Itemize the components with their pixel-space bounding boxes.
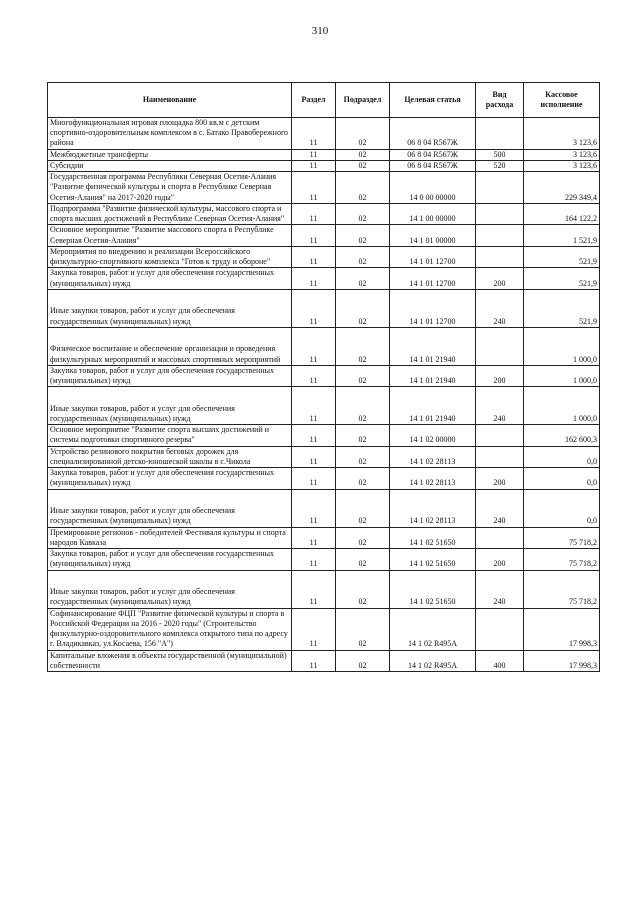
row-type-cell xyxy=(476,203,524,224)
row-section-cell: 11 xyxy=(292,608,336,650)
header-section: Раздел xyxy=(292,83,336,118)
row-target-cell: 14 1 01 00000 xyxy=(390,225,476,246)
row-type-cell xyxy=(476,327,524,365)
row-section-cell: 11 xyxy=(292,268,336,289)
row-subsection-cell: 02 xyxy=(336,446,390,467)
header-type: Вид расхода xyxy=(476,83,524,118)
row-name-cell: Физическое воспитание и обеспечение организации и проведения физкультурных мероприятий и массовых спортивных мероприятий xyxy=(48,327,292,365)
row-name-cell: Премирование регионов - победителей Фестиваля культуры и спорта народов Кавказа xyxy=(48,527,292,548)
row-section-cell: 11 xyxy=(292,203,336,224)
row-subsection-cell: 02 xyxy=(336,489,390,527)
row-subsection-cell: 02 xyxy=(336,149,390,160)
table-row xyxy=(48,425,600,446)
row-target-cell: 14 1 02 51650 xyxy=(390,549,476,570)
row-section-cell: 11 xyxy=(292,387,336,425)
row-type-cell: 500 xyxy=(476,149,524,160)
row-subsection-cell: 02 xyxy=(336,289,390,327)
row-amount-cell: 521,9 xyxy=(524,268,600,289)
row-target-cell: 06 8 04 R567Ж xyxy=(390,160,476,171)
row-amount-cell: 1 000,0 xyxy=(524,327,600,365)
row-target-cell: 14 1 01 21940 xyxy=(390,365,476,386)
table-row xyxy=(48,527,600,548)
row-amount-cell: 3 123,6 xyxy=(524,118,600,150)
row-amount-cell: 1 000,0 xyxy=(524,387,600,425)
row-name-cell: Устройство резинового покрытия беговых дорожек для специализированной детско-юношеской школы в с.Чикола xyxy=(48,446,292,467)
row-amount-cell: 3 123,6 xyxy=(524,160,600,171)
row-name-cell: Закупка товаров, работ и услуг для обеспечения государственных (муниципальных) нужд xyxy=(48,549,292,570)
row-amount-cell: 17 998,3 xyxy=(524,608,600,650)
table-row xyxy=(48,118,600,150)
row-subsection-cell: 02 xyxy=(336,650,390,671)
table-body xyxy=(48,118,600,672)
row-type-cell: 240 xyxy=(476,387,524,425)
row-section-cell: 11 xyxy=(292,118,336,150)
table-row xyxy=(48,268,600,289)
row-section-cell: 11 xyxy=(292,160,336,171)
table-row xyxy=(48,203,600,224)
row-name-cell: Основное мероприятие "Развитие массового спорта в Республике Северная Осетия-Алания" xyxy=(48,225,292,246)
table-row xyxy=(48,489,600,527)
row-name-cell: Иные закупки товаров, работ и услуг для обеспечения государственных (муниципальных) нужд xyxy=(48,289,292,327)
table-row xyxy=(48,468,600,489)
row-subsection-cell: 02 xyxy=(336,203,390,224)
row-target-cell: 14 1 02 51650 xyxy=(390,570,476,608)
row-subsection-cell: 02 xyxy=(336,225,390,246)
row-section-cell: 11 xyxy=(292,327,336,365)
row-type-cell: 200 xyxy=(476,549,524,570)
row-name-cell: Софинансирование ФЦП "Развитие физической культуры и спорта в Российской Федерации на 2016 - 2020 годы" (Строительство физкультурно-оздоровительного комплекса открытого типа по адресу г. Владикавказ, ул.Косаева, 156 "А") xyxy=(48,608,292,650)
row-target-cell: 14 1 02 28113 xyxy=(390,446,476,467)
table-row xyxy=(48,365,600,386)
row-name-cell: Иные закупки товаров, работ и услуг для обеспечения государственных (муниципальных) нужд xyxy=(48,570,292,608)
row-subsection-cell: 02 xyxy=(336,118,390,150)
row-amount-cell: 162 600,3 xyxy=(524,425,600,446)
row-target-cell: 14 1 01 21940 xyxy=(390,327,476,365)
row-type-cell xyxy=(476,425,524,446)
header-name: Наименование xyxy=(48,83,292,118)
row-name-cell: Капитальные вложения в объекты государственной (муниципальной) собственности xyxy=(48,650,292,671)
row-subsection-cell: 02 xyxy=(336,327,390,365)
table-row xyxy=(48,160,600,171)
row-section-cell: 11 xyxy=(292,650,336,671)
row-name-cell: Закупка товаров, работ и услуг для обеспечения государственных (муниципальных) нужд xyxy=(48,365,292,386)
row-type-cell: 240 xyxy=(476,570,524,608)
table-row xyxy=(48,570,600,608)
row-subsection-cell: 02 xyxy=(336,570,390,608)
row-target-cell: 14 1 02 R495A xyxy=(390,650,476,671)
row-amount-cell: 0,0 xyxy=(524,446,600,467)
row-target-cell: 14 1 02 R495A xyxy=(390,608,476,650)
row-amount-cell: 1 000,0 xyxy=(524,365,600,386)
row-target-cell: 14 1 01 12700 xyxy=(390,289,476,327)
row-section-cell: 11 xyxy=(292,365,336,386)
row-type-cell: 240 xyxy=(476,489,524,527)
row-target-cell: 14 1 02 00000 xyxy=(390,425,476,446)
row-name-cell: Иные закупки товаров, работ и услуг для обеспечения государственных (муниципальных) нужд xyxy=(48,489,292,527)
row-name-cell: Закупка товаров, работ и услуг для обеспечения государственных (муниципальных) нужд xyxy=(48,468,292,489)
table-row xyxy=(48,608,600,650)
row-subsection-cell: 02 xyxy=(336,387,390,425)
row-amount-cell: 1 521,9 xyxy=(524,225,600,246)
row-subsection-cell: 02 xyxy=(336,268,390,289)
header-amount: Кассовое исполнение xyxy=(524,83,600,118)
row-amount-cell: 164 122,2 xyxy=(524,203,600,224)
table-row xyxy=(48,549,600,570)
row-section-cell: 11 xyxy=(292,570,336,608)
row-section-cell: 11 xyxy=(292,489,336,527)
row-amount-cell: 521,9 xyxy=(524,289,600,327)
row-subsection-cell: 02 xyxy=(336,425,390,446)
row-section-cell: 11 xyxy=(292,549,336,570)
row-type-cell: 200 xyxy=(476,468,524,489)
table-row xyxy=(48,289,600,327)
row-name-cell: Государственная программа Республики Северная Осетия-Алания "Развитие физической культуры и спорта в Республике Северная Осетия-Алания" на 2017-2020 годы" xyxy=(48,172,292,204)
row-type-cell: 400 xyxy=(476,650,524,671)
header-subsection: Подраздел xyxy=(336,83,390,118)
row-subsection-cell: 02 xyxy=(336,468,390,489)
row-subsection-cell: 02 xyxy=(336,608,390,650)
row-section-cell: 11 xyxy=(292,289,336,327)
budget-table xyxy=(47,82,600,672)
row-section-cell: 11 xyxy=(292,225,336,246)
row-type-cell xyxy=(476,446,524,467)
row-type-cell xyxy=(476,172,524,204)
row-section-cell: 11 xyxy=(292,172,336,204)
row-amount-cell: 17 998,3 xyxy=(524,650,600,671)
table-row xyxy=(48,446,600,467)
row-amount-cell: 3 123,6 xyxy=(524,149,600,160)
row-subsection-cell: 02 xyxy=(336,549,390,570)
row-target-cell: 14 1 02 51650 xyxy=(390,527,476,548)
table-row xyxy=(48,387,600,425)
row-amount-cell: 75 718,2 xyxy=(524,527,600,548)
row-name-cell: Субсидии xyxy=(48,160,292,171)
table-row xyxy=(48,225,600,246)
row-section-cell: 11 xyxy=(292,527,336,548)
row-amount-cell: 75 718,2 xyxy=(524,570,600,608)
table-row xyxy=(48,327,600,365)
table-row xyxy=(48,650,600,671)
row-subsection-cell: 02 xyxy=(336,527,390,548)
row-type-cell xyxy=(476,608,524,650)
row-section-cell: 11 xyxy=(292,246,336,267)
row-amount-cell: 0,0 xyxy=(524,468,600,489)
row-target-cell: 14 0 00 00000 xyxy=(390,172,476,204)
row-subsection-cell: 02 xyxy=(336,160,390,171)
row-type-cell xyxy=(476,246,524,267)
row-name-cell: Основное мероприятие "Развитие спорта высших достижений и системы подготовки спортивного резерва" xyxy=(48,425,292,446)
table-header-row xyxy=(48,83,600,118)
row-amount-cell: 229 349,4 xyxy=(524,172,600,204)
row-amount-cell: 75 718,2 xyxy=(524,549,600,570)
row-section-cell: 11 xyxy=(292,425,336,446)
row-name-cell: Иные закупки товаров, работ и услуг для обеспечения государственных (муниципальных) нужд xyxy=(48,387,292,425)
row-target-cell: 14 1 02 28113 xyxy=(390,468,476,489)
row-type-cell: 240 xyxy=(476,289,524,327)
row-type-cell xyxy=(476,225,524,246)
row-amount-cell: 0,0 xyxy=(524,489,600,527)
row-type-cell xyxy=(476,527,524,548)
row-amount-cell: 521,9 xyxy=(524,246,600,267)
row-section-cell: 11 xyxy=(292,446,336,467)
row-type-cell: 200 xyxy=(476,268,524,289)
row-subsection-cell: 02 xyxy=(336,172,390,204)
row-type-cell: 520 xyxy=(476,160,524,171)
row-name-cell: Закупка товаров, работ и услуг для обеспечения государственных (муниципальных) нужд xyxy=(48,268,292,289)
row-type-cell: 200 xyxy=(476,365,524,386)
row-target-cell: 06 8 04 R567Ж xyxy=(390,118,476,150)
row-target-cell: 14 1 01 21940 xyxy=(390,387,476,425)
row-target-cell: 14 1 00 00000 xyxy=(390,203,476,224)
row-subsection-cell: 02 xyxy=(336,365,390,386)
table-row xyxy=(48,149,600,160)
page-number: 310 xyxy=(311,25,329,37)
row-type-cell xyxy=(476,118,524,150)
row-name-cell: Многофункциональная игровая площадка 800 кв.м с детским спортивно-оздоровительным комплексом в с. Батако Правобережного района xyxy=(48,118,292,150)
row-name-cell: Мероприятия по внедрению и реализации Всероссийского физкультурно-спортивного комплекса "Готов к труду и обороне" xyxy=(48,246,292,267)
table-row xyxy=(48,246,600,267)
row-target-cell: 14 1 02 28113 xyxy=(390,489,476,527)
table-row xyxy=(48,172,600,204)
row-target-cell: 06 8 04 R567Ж xyxy=(390,149,476,160)
row-target-cell: 14 1 01 12700 xyxy=(390,268,476,289)
row-section-cell: 11 xyxy=(292,149,336,160)
row-name-cell: Межбюджетные трансферты xyxy=(48,149,292,160)
row-subsection-cell: 02 xyxy=(336,246,390,267)
header-target: Целевая статья xyxy=(390,83,476,118)
row-name-cell: Подпрограмма "Развитие физической культуры, массового спорта и спорта высших достижений в Республике Северная Осетия-Алания" xyxy=(48,203,292,224)
row-section-cell: 11 xyxy=(292,468,336,489)
row-target-cell: 14 1 01 12700 xyxy=(390,246,476,267)
